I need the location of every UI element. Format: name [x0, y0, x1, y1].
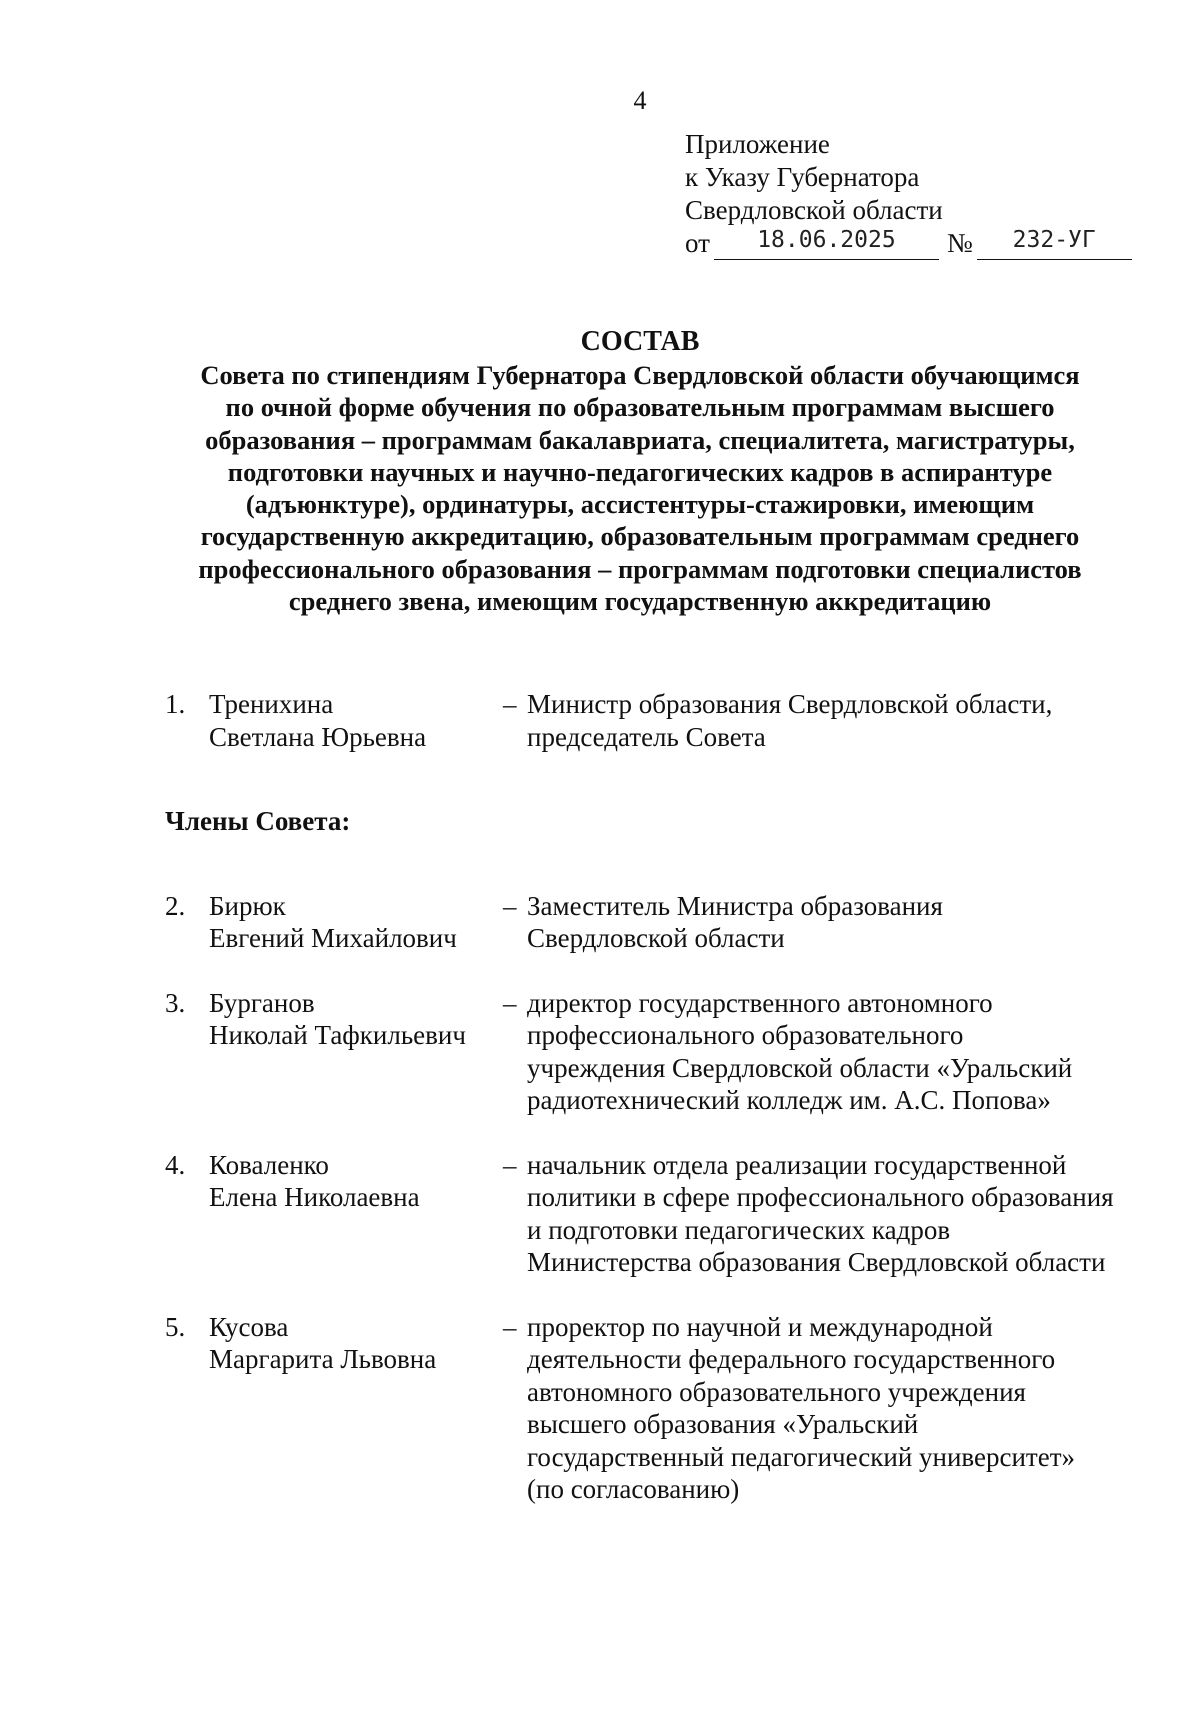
- position-line: Министерства образования Свердловской области: [527, 1247, 1106, 1277]
- member-number: 2.: [165, 890, 186, 921]
- member-surname: Коваленко: [209, 1149, 329, 1180]
- appendix-header: [685, 128, 1132, 260]
- position-line: (по согласованию): [527, 1474, 740, 1504]
- decree-date-number-line: [685, 227, 1132, 260]
- member-row: [165, 1311, 1135, 1506]
- member-number: 1.: [165, 689, 186, 719]
- member-position: [527, 1311, 1135, 1506]
- member-name: [209, 987, 503, 1052]
- member-position: [527, 1149, 1135, 1279]
- title-line: Совета по стипендиям Губернатора Свердловской области обучающимся: [200, 360, 1080, 390]
- member-surname: Кусова: [209, 1311, 289, 1342]
- appendix-line-1: Приложение: [685, 129, 830, 159]
- from-label: от: [685, 228, 710, 258]
- title-main: СОСТАВ: [580, 326, 700, 357]
- members-heading: Члены Совета:: [165, 806, 351, 836]
- member-number: 5.: [165, 1311, 186, 1342]
- position-line: начальник отдела реализации государственной: [527, 1149, 1067, 1180]
- title-line: среднего звена, имеющим государственную аккредитацию: [288, 586, 992, 617]
- document-title: [140, 325, 1140, 617]
- decree-date-value: 18.06.2025: [757, 227, 896, 253]
- member-given-names: Евгений Михайлович: [209, 923, 457, 953]
- position-line: Свердловской области: [527, 923, 785, 953]
- member-given-names: Маргарита Львовна: [209, 1344, 437, 1374]
- member-number: 4.: [165, 1149, 186, 1180]
- position-line: высшего образования «Уральский: [527, 1409, 919, 1439]
- member-position: [527, 890, 1135, 955]
- position-line: проректор по научной и международной: [527, 1311, 993, 1342]
- position-line: радиотехнический колледж им. А.С. Попова»: [527, 1085, 1051, 1115]
- title-line: подготовки научных и научно-педагогических кадров в аспирантуре: [227, 456, 1053, 487]
- position-line: государственный педагогический университет»: [527, 1441, 1076, 1472]
- page-number: 4: [633, 86, 647, 115]
- member-dash: –: [503, 1149, 517, 1180]
- member-surname: Бурганов: [209, 987, 315, 1018]
- member-given-names: Николай Тафкильевич: [209, 1020, 466, 1050]
- title-line: образования – программам бакалавриата, специалитета, магистратуры,: [205, 424, 1075, 455]
- number-label: №: [946, 228, 973, 258]
- member-surname: Бирюк: [209, 890, 286, 921]
- member-name: [209, 890, 503, 955]
- appendix-line-2: к Указу Губернатора: [685, 162, 920, 192]
- position-line: Заместитель Министра образования: [527, 890, 943, 921]
- member-position: [527, 987, 1135, 1117]
- council-composition: [165, 688, 1135, 1506]
- decree-number-field: [977, 227, 1132, 260]
- member-given-names: Светлана Юрьевна: [209, 721, 427, 752]
- decree-date-field: [714, 227, 939, 260]
- position-line: профессионального образовательного: [527, 1020, 964, 1050]
- member-dash: –: [503, 987, 517, 1018]
- member-position: [527, 688, 1135, 753]
- title-line: государственную аккредитацию, образовательным программам среднего: [200, 521, 1080, 552]
- position-line: директор государственного автономного: [527, 987, 993, 1018]
- position-line: Министр образования Свердловской области,: [527, 689, 1053, 719]
- member-number: 3.: [165, 987, 186, 1018]
- member-row-chair: [165, 688, 1135, 753]
- position-line: и подготовки педагогических кадров: [527, 1214, 951, 1245]
- title-line: (адъюнктуре), ординатуры, ассистентуры-стажировки, имеющим: [245, 489, 1035, 520]
- member-name: [209, 1149, 503, 1214]
- position-line: автономного образовательного учреждения: [527, 1376, 1026, 1407]
- title-subtitle: [140, 359, 1140, 617]
- position-line: политики в сфере профессионального образования: [527, 1182, 1114, 1212]
- position-line: учреждения Свердловской области «Уральский: [527, 1052, 1073, 1083]
- member-row: [165, 1149, 1135, 1279]
- member-surname: Тренихина: [209, 689, 334, 719]
- member-given-names: Елена Николаевна: [209, 1182, 420, 1212]
- appendix-line-3: Свердловской области: [685, 195, 943, 225]
- title-line: профессионального образования – программам подготовки специалистов: [198, 553, 1082, 584]
- member-dash: –: [503, 689, 517, 719]
- position-line: председатель Совета: [527, 721, 766, 752]
- decree-number-value: 232-УГ: [1012, 227, 1096, 253]
- member-name: [209, 1311, 503, 1376]
- member-dash: –: [503, 890, 517, 921]
- member-row: [165, 890, 1135, 955]
- title-line: по очной форме обучения по образовательным программам высшего: [225, 392, 1055, 423]
- position-line: деятельности федерального государственного: [527, 1344, 1056, 1374]
- member-row: [165, 987, 1135, 1117]
- member-dash: –: [503, 1311, 517, 1342]
- member-name: [209, 688, 503, 753]
